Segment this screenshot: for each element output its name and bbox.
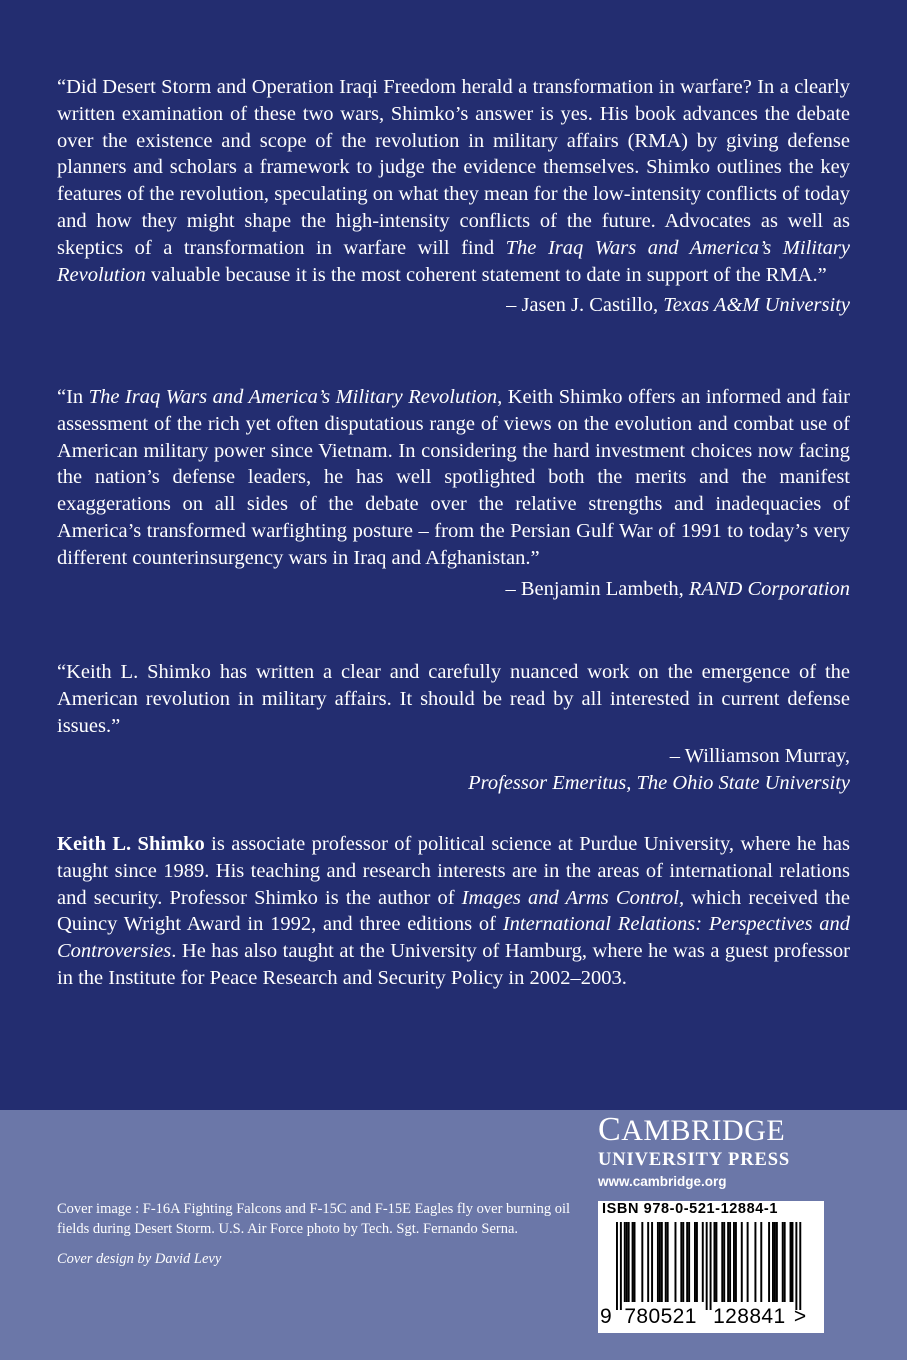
barcode-bar: [702, 1222, 704, 1302]
endorsement-murray: [57, 659, 850, 797]
barcode-bar: [741, 1222, 743, 1302]
endorsement-attribution: – Jasen J. Castillo, Texas A&M University: [506, 294, 850, 317]
author-bio: [57, 831, 850, 992]
barcode-bar: [651, 1222, 653, 1302]
barcode-bar: [795, 1222, 797, 1310]
barcode-bar: [696, 1222, 698, 1302]
barcode-bar: [772, 1222, 774, 1302]
cover-credits: [57, 1200, 582, 1270]
endorsement-castillo: [57, 74, 850, 319]
endorsement-text: “Keith L. Shimko has written a clear and carefully nuanced work on the emergence of the American revolution in military affairs. It should be read by all interested in current defense issues.”: [57, 661, 850, 737]
barcode-bar: [790, 1222, 792, 1302]
barcode-bar: [628, 1222, 630, 1302]
barcode-bar: [694, 1222, 696, 1302]
barcode-bar: [776, 1222, 778, 1302]
barcode-bar: [616, 1222, 618, 1310]
barcode-bar: [624, 1222, 626, 1302]
barcode-bar: [688, 1222, 690, 1302]
barcode-bar: [647, 1222, 649, 1302]
barcode-bar: [754, 1222, 756, 1302]
barcode-bar: [760, 1222, 762, 1302]
barcode-bar: [675, 1222, 677, 1302]
barcode-bar: [667, 1222, 669, 1302]
isbn-label: ISBN 978-0-521-12884-1: [602, 1201, 779, 1217]
barcode-bar: [774, 1222, 776, 1302]
barcode-bar: [792, 1222, 794, 1302]
publisher-press: UNIVERSITY PRESS: [598, 1150, 791, 1170]
endorsement-lambeth: [57, 384, 850, 602]
barcode-bar: [661, 1222, 663, 1302]
barcode-bar: [682, 1222, 684, 1302]
endorsement-text: “In The Iraq Wars and America’s Military Revolution, Keith Shimko offers an informed and fair assessment of the rich yet often disputatious range of views on the evolution and combat use of American military power since Vietnam. In considering the hard investment choices now facing the nation’s defense leaders, he has well spotlighted both the merits and the manifest exaggerations on all sides of the debate over the relative strengths and inadequacies of America’s transformed warfighting posture – from the Persian Gulf War of 1991 to today’s very different counterinsurgency wars in Iraq and Afghanistan.”: [57, 386, 850, 569]
barcode-bar: [620, 1222, 622, 1310]
barcode-bar: [657, 1222, 659, 1302]
barcode-bar: [747, 1222, 749, 1302]
endorsement-attribution: – Williamson Murray,: [669, 745, 850, 768]
publisher-logo: [598, 1111, 824, 1189]
barcode-bar: [733, 1222, 735, 1302]
publisher-url[interactable]: www.cambridge.org: [598, 1174, 727, 1189]
barcode-bar: [715, 1222, 717, 1302]
barcode-bars: [602, 1222, 820, 1310]
barcode-bar: [634, 1222, 636, 1302]
endorsement-attribution: – Benjamin Lambeth, RAND Corporation: [505, 577, 850, 600]
endorsement-text: “Did Desert Storm and Operation Iraqi Freedom herald a transformation in warfare? In a clearly written examination of these two wars, Shimko’s answer is yes. His book advances the debate over the existence and scope of the revolution in military affairs (RMA) by giving defense planners and scholars a framework to judge the evidence themselves. Shimko outlines the key features of the revolution, speculating on what they mean for the low-intensity conflicts of today and how they might shape the high-intensity conflicts of the future. Advocates as well as skeptics of a transformation in warfare will find The Iraq Wars and America’s Military Revolution valuable because it is the most coherent statement to date in support of the RMA.”: [57, 76, 850, 286]
cover-image-credit: Cover image : F-16A Fighting Falcons and F-15C and F-15E Eagles fly over burning oil fields during Desert Storm. U.S. Air Force photo by Tech. Sgt. Fernando Serna.: [57, 1201, 571, 1237]
barcode-bar: [706, 1222, 708, 1310]
barcode-bar: [784, 1222, 786, 1302]
book-title: The Iraq Wars and America’s Military Revolution: [88, 386, 498, 408]
barcode-bar: [782, 1222, 784, 1302]
barcode-bar: [686, 1222, 688, 1302]
endorsement-affiliation: Professor Emeritus, The Ohio State University: [468, 772, 850, 795]
barcode-bar: [626, 1222, 628, 1302]
barcode-bar: [665, 1222, 667, 1302]
isbn-barcode: [598, 1201, 824, 1333]
author-name: Keith L. Shimko: [57, 833, 205, 855]
barcode-bar: [710, 1222, 712, 1310]
barcode-bar: [727, 1222, 729, 1302]
barcode-bar: [632, 1222, 634, 1302]
barcode-number: 9 780521 128841 >: [600, 1305, 807, 1328]
barcode-bar: [680, 1222, 682, 1302]
book-title: The Iraq Wars and America’s Military Revolution: [57, 236, 850, 286]
barcode-bar: [729, 1222, 731, 1302]
barcode-bar: [721, 1222, 723, 1302]
author-bio-text: Keith L. Shimko is associate professor of political science at Purdue University, where he has taught since 1989. His teaching and research interests are in the areas of international relations and security. Professor Shimko is the author of Images and Arms Control, which received the Quincy Wright Award in 1992, and three editions of International Relations: Perspectives and Controversies. He has also taught at the University of Hamburg, where he was a guest professor in the Institute for Peace Research and Security Policy in 2002–2003.: [57, 833, 851, 989]
barcode-bar: [768, 1222, 770, 1302]
barcode-bar: [641, 1222, 643, 1302]
barcode-bar: [799, 1222, 801, 1310]
barcode-bar: [723, 1222, 725, 1302]
barcode-bar: [714, 1222, 716, 1302]
barcode-bar: [659, 1222, 661, 1302]
cover-design-credit: Cover design by David Levy: [57, 1251, 222, 1268]
barcode-bar: [735, 1222, 737, 1302]
publisher-name: CAMBRIDGE: [598, 1111, 786, 1148]
